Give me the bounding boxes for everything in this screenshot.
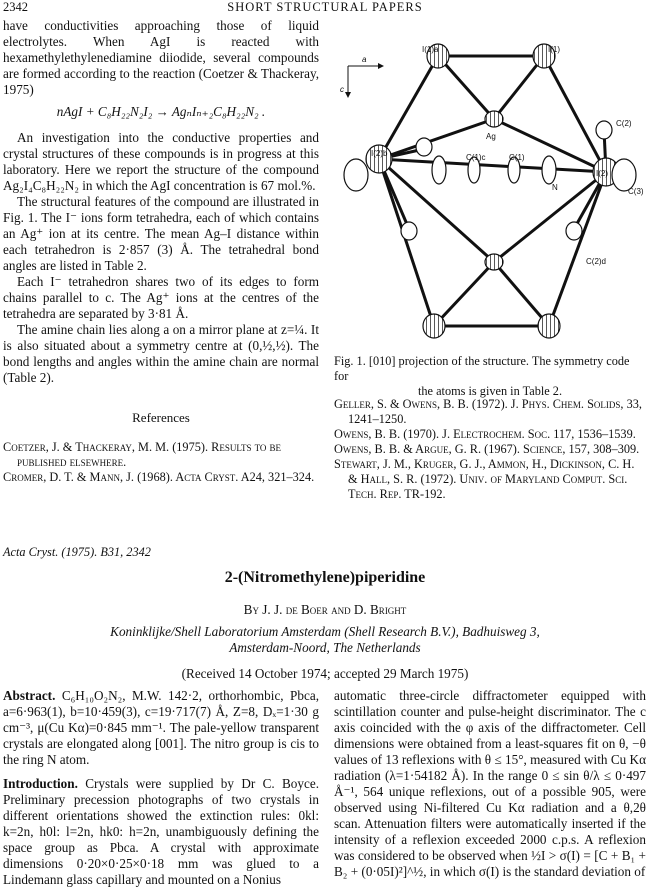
label-C3: C(3)	[628, 187, 644, 196]
label-axis-a: a	[362, 55, 367, 64]
atom-Ag-top	[485, 111, 503, 127]
caption-line-2: the atoms is given in Table 2.	[417, 384, 563, 398]
reference-item: Owens, B. B. & Argue, G. R. (1967). Science, 157, 308–309.	[334, 442, 640, 456]
introduction-label: Introduction.	[3, 776, 78, 791]
figure-caption	[334, 354, 646, 399]
label-I2b: I(2)b	[371, 149, 388, 158]
caption-line-1: Fig. 1. [010] projection of the structure. The symmetry code for	[334, 354, 630, 383]
label-N: N	[552, 183, 558, 192]
references-heading: References	[132, 410, 190, 425]
atom-N-left	[432, 156, 446, 184]
atom-C2	[596, 121, 612, 139]
structure-diagram	[334, 34, 646, 350]
axes-indicator	[345, 63, 384, 98]
reference-item: Stewart, J. M., Kruger, G. J., Ammon, H., Dickinson, C. H. & Hall, S. R. (1972). Univ. of Maryland Comput. Sci. Tech. Rep. TR-192.	[334, 457, 635, 501]
atom-N	[542, 156, 556, 184]
paragraph: The structural features of the compound are illustrated in Fig. 1. The I⁻ ions form tetrahedra, each of which contains an Ag⁺ ion at its centre. The mean Ag–I distance within each tetrahedron is 2·857 (3) Å. The tetrahedral bond angles are listed in Table 2.	[3, 194, 319, 273]
figure-1	[334, 34, 646, 350]
axis-c-arrow	[345, 92, 351, 98]
label-C2d: C(2)d	[586, 257, 607, 266]
label-I1a: I(1)a	[422, 45, 439, 54]
introduction-text: Crystals were supplied by Dr C. Boyce. Preliminary precession photographs of two crystals in different orientations showed the extinction rules: 0kl: k=2n, h0l: l=2n, hk0: h=2n, unambiguously defining the space group as Pbca. A crystal with approximate dimensions 0·20×0·25×0·18 mm was glued to a Lindemann glass capillary and mounted on a Nonius	[3, 776, 319, 887]
label-C1c: C(1)c	[466, 153, 486, 162]
reference-item: Coetzer, J. & Thackeray, M. M. (1975). Results to be published elsewhere.	[3, 440, 281, 469]
authors: By J. J. de Boer and D. Bright	[243, 602, 407, 617]
bonds	[379, 56, 606, 326]
abstract-column	[3, 688, 319, 888]
paragraph: automatic three-circle diffractometer equipped with scintillation counter and pulse-height discriminator. The c axis coincided with the φ axis of the diffractometer. Cell dimensions were obtained from a least-squares fit on θ, −θ values of 13 reflexions with θ ≤ 15°, measured with Cu Kα radiation (λ=1·54182 Å). In the range 0 ≤ sin θ/λ ≤ 0·497 Å⁻¹, 564 unique reflexions, out of a possible 905, were observed using Ni-filtered Cu Kα radiation and a θ,2θ scan. Attenuation filters were automatically inserted if the intensity of a reflexion exceeded 2000 c.p.s. A reflexion was considered to be observed when ½I > σ(I) = [C + B₁ + B₂ + (0·05I)²]^½, in which σ(I) is the standard deviation of	[334, 688, 646, 879]
axis-a-arrow	[378, 63, 384, 69]
label-I1: I(1)	[548, 45, 560, 54]
page-header	[0, 0, 650, 18]
reference-item: Cromer, D. T. & Mann, J. (1968). Acta Cryst. A24, 321–324.	[3, 470, 315, 484]
label-I2: I(2)	[596, 169, 608, 178]
abstract-text: C₆H₁₀O₂N₂, M.W. 142·2, orthorhombic, Pbca, a=6·963(1), b=10·459(3), c=19·717(7) Å, Z=8, Dₓ=1·30 g cm⁻³, μ(Cu Kα)=0·845 mm⁻¹. The pale-yellow transparent crystals are elongated along [001]. The nitro group is cis to the ring N atom.	[3, 688, 319, 767]
atom-I-bottom-right	[538, 314, 560, 338]
right-column-text	[334, 688, 646, 880]
atom-C2-lower-left	[401, 222, 417, 240]
received-dates: (Received 14 October 1974; accepted 29 March 1975)	[181, 666, 469, 681]
abstract-label: Abstract.	[3, 688, 56, 703]
reaction-equation: nAgI + C₈H₂₂N₂I₂ → AgₙIₙ₊₂C₈H₂₂N₂ .	[56, 104, 266, 119]
page-number: 2342	[3, 0, 28, 14]
atom-Ag-bottom	[485, 254, 503, 270]
label-C2: C(2)	[616, 119, 632, 128]
paragraph: The amine chain lies along a on a mirror plane at z=¼. It is also situated about a symmetry centre at (0,½,½). The bond lengths and angles within the amine chain are normal (Table 2).	[3, 322, 319, 385]
atom-I-bottom-left	[423, 314, 445, 338]
running-title: SHORT STRUCTURAL PAPERS	[227, 0, 423, 14]
paragraph: Each I⁻ tetrahedron shares two of its edges to form chains parallel to c. The Ag⁺ ions at the centres of the tetrahedra are separated by 3·81 Å.	[3, 274, 319, 321]
label-C1: C(1)	[509, 153, 525, 162]
label-Ag: Ag	[486, 132, 496, 141]
atoms	[344, 44, 636, 338]
atom-C2d	[566, 222, 582, 240]
affiliation-line-2: Amsterdam-Noord, The Netherlands	[229, 640, 421, 655]
article-title: 2-(Nitromethylene)piperidine	[224, 569, 426, 586]
paragraph: An investigation into the conductive properties and crystal structures of these compounds is in progress at this laboratory. Here we report the structure of the compound Ag₂I₄C₈H₂₂N₂ in which the AgI concentration is 67 mol.%.	[3, 130, 319, 193]
label-axis-c: c	[340, 85, 344, 94]
citation-line: Acta Cryst. (1975). B31, 2342	[3, 545, 151, 559]
references-section	[3, 410, 319, 485]
atom-C3-left	[344, 159, 368, 191]
atom-C2-upper-left	[416, 138, 432, 156]
reference-item: Geller, S. & Owens, B. B. (1972). J. Phys. Chem. Solids, 33, 1241–1250.	[334, 397, 642, 426]
left-column	[3, 18, 319, 386]
right-references	[334, 397, 646, 502]
affiliation-line-1: Koninklijke/Shell Laboratorium Amsterdam (Shell Research B.V.), Badhuisweg 3,	[110, 624, 540, 639]
reference-item: Owens, B. B. (1970). J. Electrochem. Soc. 117, 1536–1539.	[334, 427, 636, 441]
paragraph: have conductivities approaching those of liquid electrolytes. When AgI is reacted with hexamethylethylenediamine diiodide, several compounds are formed according to the reaction (Coetzer & Thackeray, 1975)	[3, 18, 319, 97]
